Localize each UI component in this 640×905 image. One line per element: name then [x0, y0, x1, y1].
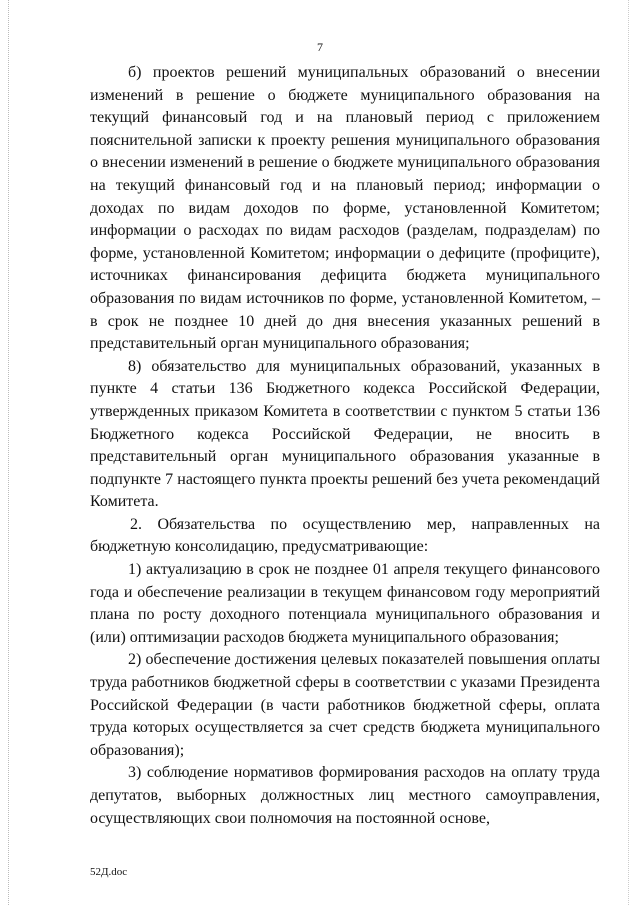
paragraph-b-projects: б) проектов решений муниципальных образований о внесении изменений в решение о бюджете муниципального образования на текущий финансовый год и на плановый период с приложением пояснительной записки к проекту решения муниципального образования о внесении изменений в решение о бюджете муниципального образования на текущий финансовый год и на плановый период; информации о доходах по видам доходов по форме, установленной Комитетом; информации о расходах по видам расходов (разделам, подразделам) по форме, установленной Комитетом; информации о дефиците (профиците), источниках финансирования дефицита бюджета муниципального образования по видам источников по форме, установленной Комитетом, – в срок не позднее 10 дней до дня внесения указанных решений в представительный орган муниципального образования;	[90, 64, 600, 353]
paragraph-8-obligation: 8) обязательство для муниципальных образований, указанных в пункте 4 статьи 136 Бюджетного кодекса Российской Федерации, утвержденных приказом Комитета в соответствии с пунктом 5 статьи 136 Бюджетного кодекса Российской Федерации, не вносить в представительный орган муниципального образования указанные в подпункте 7 настоящего пункта проекты решений без учета рекомендаций Комитета.	[90, 357, 600, 511]
document-body	[90, 62, 600, 830]
scan-edge-right	[628, 0, 630, 905]
page-number: 7	[317, 40, 323, 54]
paragraph-3-salary-norms: 3) соблюдение нормативов формирования расходов на оплату труда депутатов, выборных должностных лиц местного самоуправления, осуществляющих свои полномочия на постоянной основе,	[90, 764, 600, 827]
paragraph-1-actualization: 1) актуализацию в срок не позднее 01 апреля текущего финансового года и обеспечение реализации в текущем финансовом году мероприятий плана по росту доходного потенциала муниципального образования и (или) оптимизации расходов бюджета муниципального образования;	[90, 561, 600, 646]
scan-edge-left	[8, 0, 10, 905]
paragraph-2-budget-consolidation: 2. Обязательства по осуществлению мер, направленных на бюджетную консолидацию, предусматривающие:	[90, 515, 600, 556]
paragraph-2-salary-targets: 2) обеспечение достижения целевых показателей повышения оплаты труда работников бюджетной сферы в соответствии с указами Президента Российской Федерации (в части работников бюджетной сферы, оплата труда которых осуществляется за счет средств бюджета муниципального образования);	[90, 651, 600, 759]
footer-filename: 52Д.doc	[90, 866, 128, 878]
